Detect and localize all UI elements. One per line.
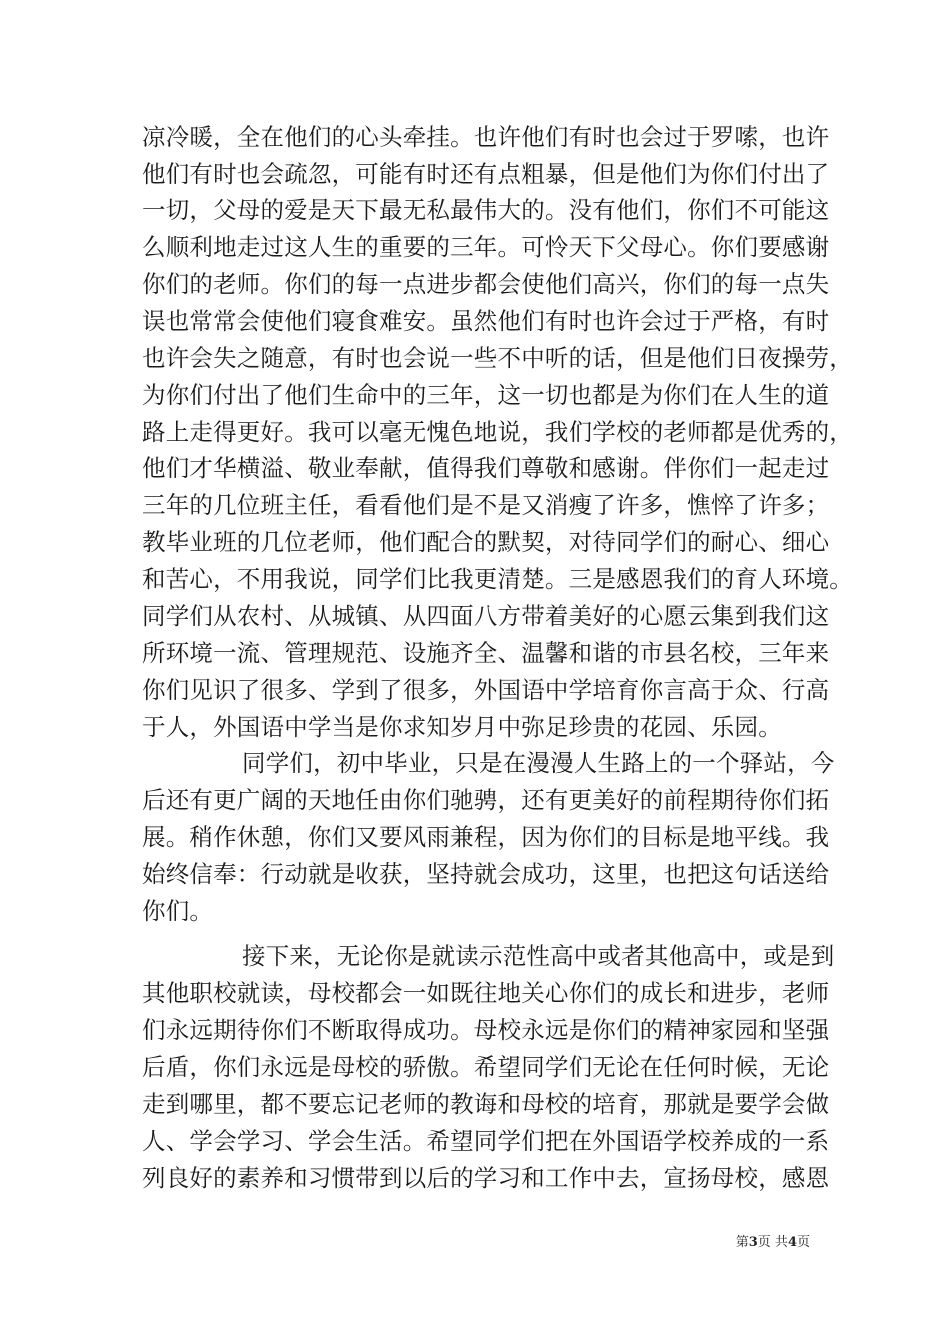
text-line: 一切，父母的爱是天下最无私最伟大的。没有他们，你们不可能这	[142, 196, 830, 224]
text-line: 他们才华横溢、敬业奉献，值得我们尊敬和感谢。伴你们一起走过	[142, 454, 830, 482]
current-page-number: 3	[748, 1235, 758, 1250]
text-line: 你们见识了很多、学到了很多，外国语中学培育你言高于众、行高	[142, 676, 830, 704]
text-line: 也许会失之随意，有时也会说一些不中听的话，但是他们日夜操劳，	[142, 344, 853, 372]
text-line: 于人，外国语中学当是你求知岁月中弥足珍贵的花园、乐园。	[142, 713, 782, 741]
text-line: 路上走得更好。我可以毫无愧色地说，我们学校的老师都是优秀的，	[142, 418, 853, 446]
text-line: 你们。	[142, 897, 214, 925]
text-line: 教毕业班的几位老师，他们配合的默契，对待同学们的耐心、细心	[142, 528, 830, 556]
text-line: 们永远期待你们不断取得成功。母校永远是你们的精神家园和坚强	[142, 1016, 830, 1044]
text-line: 他们有时也会疏忽，可能有时还有点粗暴，但是他们为你们付出了	[142, 160, 830, 188]
footer-prefix: 第	[735, 1235, 749, 1250]
text-line: 同学们，初中毕业，只是在漫漫人生路上的一个驿站，今	[242, 749, 835, 777]
text-line: 后还有更广阔的天地任由你们驰骋，还有更美好的前程期待你们拓	[142, 786, 830, 814]
footer-middle: 页 共	[757, 1235, 788, 1250]
text-line: 始终信奉：行动就是收获，坚持就会成功，这里，也把这句话送给	[142, 860, 830, 888]
page-footer	[0, 1231, 810, 1250]
text-line: 列良好的素养和习惯带到以后的学习和工作中去，宣扬母校，感恩	[142, 1164, 830, 1192]
text-line: 凉冷暖，全在他们的心头牵挂。也许他们有时也会过于罗嗦，也许	[142, 123, 830, 151]
text-line: 所环境一流、管理规范、设施齐全、温馨和谐的市县名校，三年来	[142, 639, 830, 667]
text-line: 其他职校就读，母校都会一如既往地关心你们的成长和进步，老师	[142, 979, 830, 1007]
text-line: 误也常常会使他们寝食难安。虽然他们有时也许会过于严格，有时	[142, 307, 830, 335]
text-line: 和苦心，不用我说，同学们比我更清楚。三是感恩我们的育人环境。	[142, 565, 853, 593]
text-line: 展。稍作休憩，你们又要风雨兼程，因为你们的目标是地平线。我	[142, 823, 830, 851]
text-line: 走到哪里，都不要忘记老师的教诲和母校的培育，那就是要学会做	[142, 1090, 830, 1118]
text-line: 三年的几位班主任，看看他们是不是又消瘦了许多，憔悴了许多；	[142, 491, 830, 519]
text-line: 同学们从农村、从城镇、从四面八方带着美好的心愿云集到我们这	[142, 602, 830, 630]
text-line: 你们的老师。你们的每一点进步都会使他们高兴，你们的每一点失	[142, 270, 830, 298]
text-line: 后盾，你们永远是母校的骄傲。希望同学们无论在任何时候，无论	[142, 1053, 830, 1081]
footer-suffix: 页	[796, 1235, 810, 1250]
text-line: 么顺利地走过这人生的重要的三年。可怜天下父母心。你们要感谢	[142, 233, 830, 261]
text-line: 人、学会学习、学会生活。希望同学们把在外国语学校养成的一系	[142, 1127, 830, 1155]
text-line: 为你们付出了他们生命中的三年，这一切也都是为你们在人生的道	[142, 381, 830, 409]
text-line: 接下来，无论你是就读示范性高中或者其他高中，或是到	[242, 942, 835, 970]
total-page-number: 4	[787, 1235, 797, 1250]
